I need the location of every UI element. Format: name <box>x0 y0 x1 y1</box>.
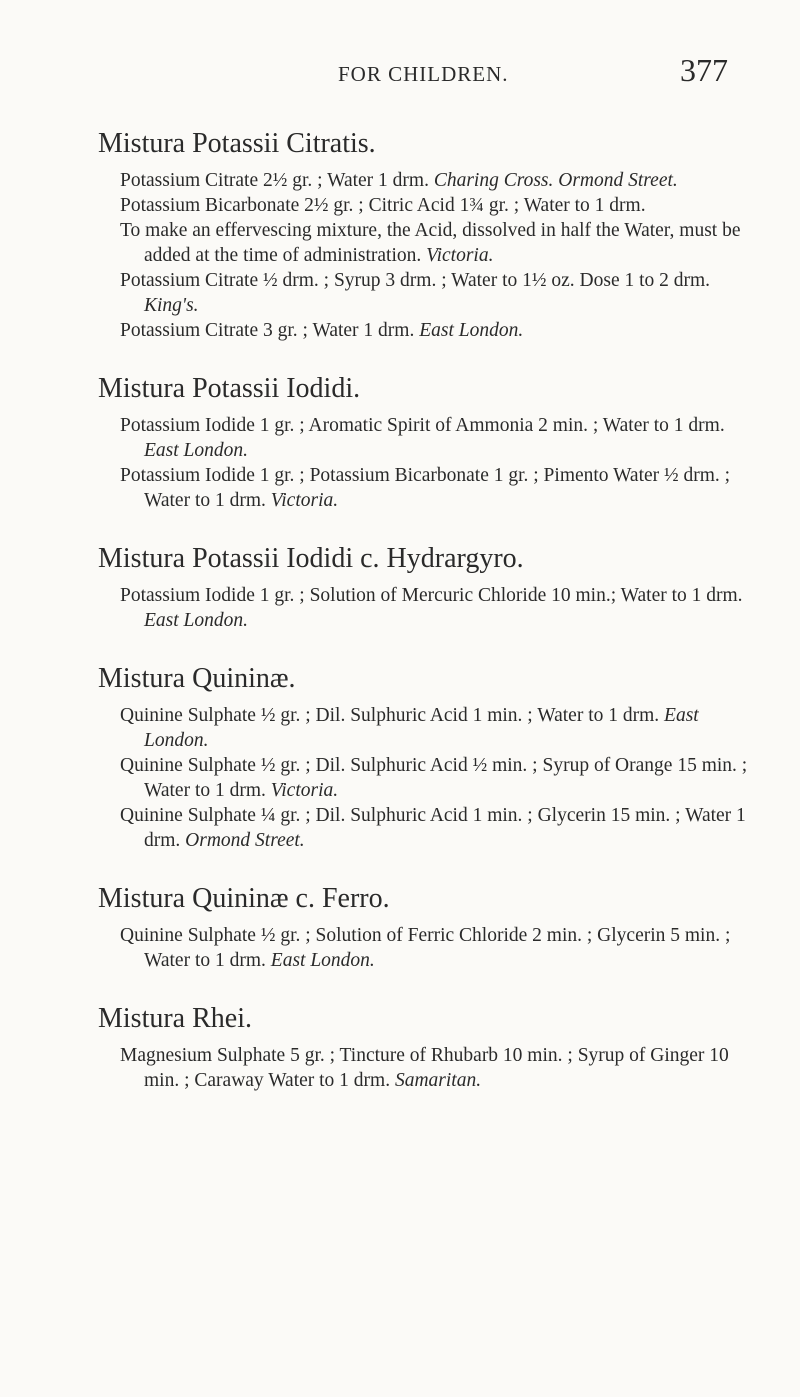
section-title: Mistura Potassii Citratis. <box>98 128 376 159</box>
running-header: FOR CHILDREN. <box>338 62 509 86</box>
recipe-source: East London. <box>144 610 249 631</box>
recipe-source: Victoria. <box>270 490 339 511</box>
recipe-entry <box>98 318 758 343</box>
section-mistura-quininae <box>98 661 758 853</box>
recipe-source: East London. <box>144 705 699 751</box>
recipe-text: Potassium Citrate 3 gr. ; Water 1 drm. <box>120 320 415 341</box>
section-mistura-quininae-c-ferro <box>98 881 758 973</box>
recipe-text: To make an effervescing mixture, the Acid, dissolved in half the Water, must be added at the time of administration. <box>120 220 741 266</box>
recipe-entry <box>98 803 758 853</box>
section-mistura-potassii-iodidi-c-hydrargyro <box>98 541 758 633</box>
section-title: Mistura Quininæ. <box>98 663 296 694</box>
section-mistura-rhei <box>98 1001 758 1093</box>
recipe-text: Quinine Sulphate ¼ gr. ; Dil. Sulphuric Acid 1 min. ; Glycerin 15 min. ; Water 1 drm. <box>120 805 746 851</box>
recipe-text: Magnesium Sulphate 5 gr. ; Tincture of Rhubarb 10 min. ; Syrup of Ginger 10 min. ; Caraway Water to 1 drm. <box>120 1045 729 1091</box>
recipe-source: East London. <box>270 950 375 971</box>
recipe-source: East London. <box>144 440 249 461</box>
recipe-entry <box>98 1043 758 1093</box>
recipe-entry <box>98 268 758 318</box>
recipe-source: King's. <box>144 295 199 316</box>
recipe-source: East London. <box>419 320 524 341</box>
page-number: 377 <box>680 52 728 88</box>
recipe-text: Potassium Citrate ½ drm. ; Syrup 3 drm. ; Water to 1½ oz. Dose 1 to 2 drm. <box>120 270 711 291</box>
recipe-entry <box>98 753 758 803</box>
formulary-sections <box>98 126 758 1121</box>
recipe-text: Quinine Sulphate ½ gr. ; Dil. Sulphuric Acid ½ min. ; Syrup of Orange 15 min. ; Water to 1 drm. <box>120 755 748 801</box>
recipe-entry <box>98 413 758 463</box>
section-title: Mistura Potassii Iodidi. <box>98 373 361 404</box>
recipe-entry <box>98 703 758 753</box>
recipe-source: Ormond Street. <box>185 830 305 851</box>
recipe-entry <box>98 193 758 218</box>
recipe-entry <box>98 168 758 193</box>
recipe-text: Potassium Iodide 1 gr. ; Solution of Mercuric Chloride 10 min.; Water to 1 drm. <box>120 585 743 606</box>
recipe-entry <box>98 463 758 513</box>
recipe-text: Potassium Iodide 1 gr. ; Potassium Bicarbonate 1 gr. ; Pimento Water ½ drm. ; Water to 1 drm. <box>120 465 731 511</box>
recipe-source: Victoria. <box>426 245 494 266</box>
recipe-text: Quinine Sulphate ½ gr. ; Dil. Sulphuric Acid 1 min. ; Water to 1 drm. <box>120 705 660 726</box>
recipe-source: Charing Cross. Ormond Street. <box>433 170 678 191</box>
section-mistura-potassii-iodidi <box>98 371 758 513</box>
recipe-source: Samaritan. <box>394 1070 482 1091</box>
section-title: Mistura Quininæ c. Ferro. <box>98 883 390 914</box>
recipe-source: Victoria. <box>270 780 339 801</box>
section-title: Mistura Potassii Iodidi c. Hydrargyro. <box>98 543 524 574</box>
recipe-entry <box>98 923 758 973</box>
recipe-text: Potassium Citrate 2½ gr. ; Water 1 drm. <box>120 170 429 191</box>
recipe-text: Potassium Iodide 1 gr. ; Aromatic Spirit of Ammonia 2 min. ; Water to 1 drm. <box>120 415 725 436</box>
recipe-entry <box>98 218 758 268</box>
recipe-entry <box>98 583 758 633</box>
recipe-text: Quinine Sulphate ½ gr. ; Solution of Ferric Chloride 2 min. ; Glycerin 5 min. ; Water to 1 drm. <box>120 925 731 971</box>
section-mistura-potassii-citratis <box>98 126 758 343</box>
section-title: Mistura Rhei. <box>98 1003 252 1034</box>
recipe-text: Potassium Bicarbonate 2½ gr. ; Citric Acid 1¾ gr. ; Water to 1 drm. <box>120 195 646 216</box>
